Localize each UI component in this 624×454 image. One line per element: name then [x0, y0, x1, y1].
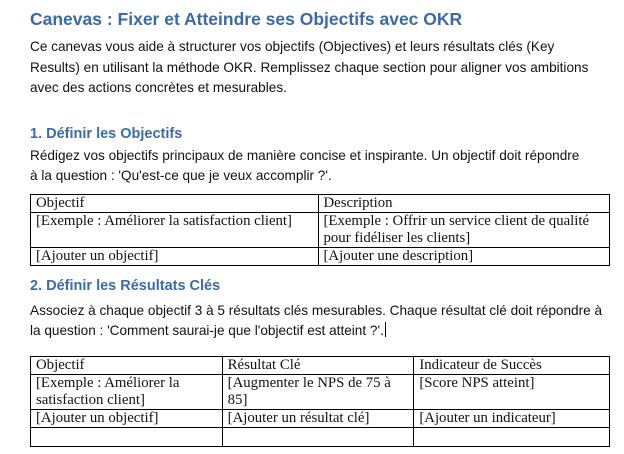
table-cell[interactable] — [31, 212, 319, 247]
table-row — [31, 374, 610, 409]
table-cell[interactable] — [222, 409, 414, 427]
table-header-row — [31, 356, 610, 374]
section2-paragraph — [30, 301, 610, 342]
table-cell[interactable] — [31, 427, 223, 446]
intro-line: Ce canevas vous aide à structurer vos objectifs (Objectives) et leurs résultats clés (Key — [30, 39, 555, 54]
intro-paragraph — [30, 37, 610, 99]
table-cell[interactable] — [414, 427, 610, 446]
cell-text: [Exemple : Améliorer la satisfaction client] — [36, 212, 292, 229]
header-cell-success-indicator[interactable]: Indicateur de Succès — [414, 356, 610, 374]
table-cell[interactable] — [31, 247, 319, 265]
document-title: Canevas : Fixer et Atteindre ses Objectifs avec OKR — [30, 9, 463, 29]
section1-line: Rédigez vos objectifs principaux de manière concise et inspirante. Un objectif doit répondre — [30, 147, 580, 163]
table-row — [31, 409, 610, 427]
cell-text: [Ajouter une description] — [323, 247, 474, 264]
section2-heading: 2. Définir les Résultats Clés — [30, 277, 221, 294]
cell-text: satisfaction client] — [36, 391, 145, 408]
document-page — [30, 8, 610, 447]
section1-line: à la question : 'Qu'est-ce que je veux accomplir ?'. — [30, 168, 332, 183]
cell-text: [Ajouter un objectif] — [36, 409, 159, 426]
table-cell[interactable] — [318, 212, 610, 247]
table-cell[interactable] — [222, 427, 414, 446]
section2-line-with-caret[interactable] — [30, 321, 610, 342]
table-cell[interactable] — [414, 374, 610, 409]
table-cell[interactable] — [222, 374, 414, 409]
cell-text: [Ajouter un indicateur] — [419, 409, 556, 426]
section1-paragraph — [30, 146, 610, 187]
table-row — [31, 247, 610, 265]
header-cell-objective[interactable]: Objectif — [31, 356, 223, 374]
table-row-empty — [31, 427, 610, 446]
text-cursor — [385, 322, 386, 337]
table-cell[interactable] — [31, 409, 223, 427]
header-cell-key-result[interactable]: Résultat Clé — [222, 356, 414, 374]
header-cell-description[interactable]: Description — [318, 194, 610, 212]
cell-text: [Exemple : Offrir un service client de qualité — [323, 212, 590, 229]
section2-line: Associez à chaque objectif 3 à 5 résultats clés mesurables. Chaque résultat clé doit répondre à — [30, 302, 603, 318]
cell-text: [Ajouter un objectif] — [36, 247, 159, 264]
table-header-row — [31, 194, 610, 212]
header-cell-objective[interactable]: Objectif — [31, 194, 319, 212]
table-cell[interactable] — [31, 374, 223, 409]
section1-heading: 1. Définir les Objectifs — [30, 125, 183, 142]
cell-text: [Ajouter un résultat clé] — [227, 409, 370, 426]
cell-text: pour fidéliser les clients] — [323, 229, 471, 246]
cell-text: [Score NPS atteint] — [419, 374, 535, 391]
table-cell[interactable] — [414, 409, 610, 427]
table-row — [31, 212, 610, 247]
cell-text: [Augmenter le NPS de 75 à — [227, 374, 391, 391]
cell-text: [Exemple : Améliorer la — [36, 374, 180, 391]
section2-line: la question : 'Comment saurai-je que l'objectif est atteint ?'. — [30, 323, 384, 338]
intro-line: avec des actions concrètes et mesurables. — [30, 80, 287, 95]
cell-text: 85] — [227, 391, 248, 408]
key-results-table — [30, 356, 610, 447]
objectives-table — [30, 194, 610, 266]
intro-line: Results) en utilisant la méthode OKR. Remplissez chaque section pour aligner vos ambitions — [30, 59, 589, 75]
table-cell[interactable] — [318, 247, 610, 265]
